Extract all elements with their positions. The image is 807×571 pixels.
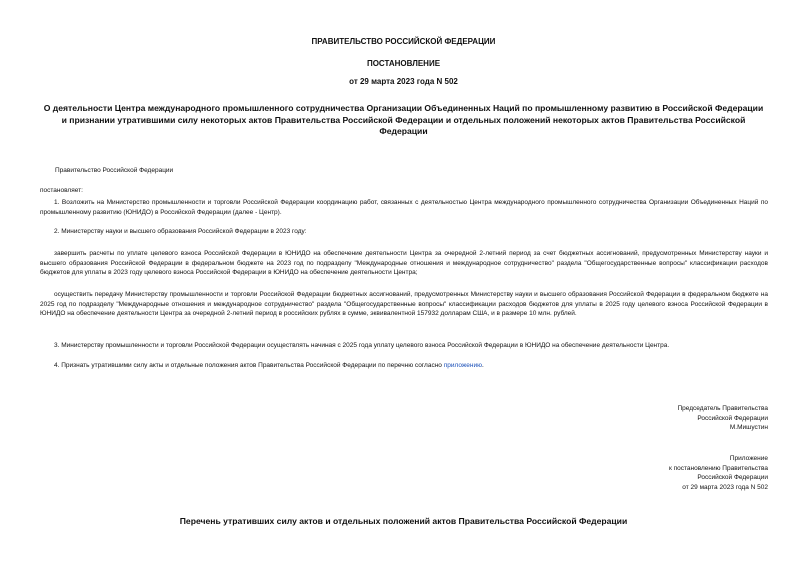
signature-block xyxy=(677,404,768,433)
preamble: Правительство Российской Федерации xyxy=(55,167,174,174)
document-type: ПОСТАНОВЛЕНИЕ xyxy=(366,59,441,68)
paragraph-4 xyxy=(40,361,768,371)
decrees-word: постановляет: xyxy=(40,187,83,194)
document-title: О деятельности Центра международного промышленного сотрудничества Организации Объединенных Наций по промышленному развитию в Российской Федерации и признании утратившими силу некоторых актов Правительства Российской Федерации и отдельных положений некоторых актов Правительства Российской Федерации xyxy=(43,103,764,136)
paragraph-4-end: . xyxy=(481,362,484,369)
appendix-link[interactable]: приложению xyxy=(443,362,482,369)
paragraph-1: 1. Возложить на Министерство промышленности и торговли Российской Федерации координацию работ, связанных с деятельностью Центра международного промышленного сотрудничества Организации Объединенных Наций по промышленному развитию (ЮНИДО) в Российской Федерации (далее - Центр). xyxy=(40,199,768,216)
appendix-country: Российской Федерации xyxy=(697,474,768,482)
paragraph-2: 2. Министерству науки и высшего образования Российской Федерации в 2023 году: xyxy=(54,228,307,235)
signature-country: Российской Федерации xyxy=(697,414,768,422)
appendix-header xyxy=(669,454,768,493)
signature-name: М.Мишустин xyxy=(729,424,768,432)
document-date-number: от 29 марта 2023 года N 502 xyxy=(349,77,458,86)
appendix-list-title: Перечень утративших силу актов и отдельных положений актов Правительства Российской Федерации xyxy=(179,516,628,526)
paragraph-2b: осуществить передачу Министерству промышленности и торговли Российской Федерации бюджетных ассигнований, предусмотренных Министерству науки и высшего образования Российской Федерации в федеральном бюджете на 2025 год по подразделу "Международные отношения и международное сотрудничество" раздела "Общегосударственные вопросы" классификации расходов бюджетов для уплаты в 2025 году целевого взноса Российской Федерации в ЮНИДО на обеспечение деятельности Центра за очередной 2-летний период в российских рублях в сумме, эквивалентной 157932 долларам США, и в размере 10 млн. рублей. xyxy=(40,291,768,318)
appendix-label: Приложение xyxy=(729,455,768,462)
paragraph-4-text: 4. Признать утратившими силу акты и отдельные положения актов Правительства Российской Федерации по перечню согласно xyxy=(54,362,444,369)
appendix-date: от 29 марта 2023 года N 502 xyxy=(682,484,768,492)
appendix-ref: к постановлению Правительства xyxy=(668,464,768,472)
paragraph-2a: завершить расчеты по уплате целевого взноса Российской Федерации в ЮНИДО на обеспечение деятельности Центра за очередной 2-летний период за счет бюджетных ассигнований, предусмотренных Министерству науки и высшего образования Российской Федерации в федеральном бюджете на 2023 год по подразделу "Международные отношения и международное сотрудничество" раздела "Общегосударственные вопросы" классификации расходов бюджетов для уплаты в 2023 году целевого взноса Российской Федерации в ЮНИДО на обеспечение деятельности Центра; xyxy=(40,250,768,277)
signature-position: Председатель Правительства xyxy=(677,405,768,412)
issuing-authority: ПРАВИТЕЛЬСТВО РОССИЙСКОЙ ФЕДЕРАЦИИ xyxy=(311,37,496,46)
paragraph-3: 3. Министерству промышленности и торговли Российской Федерации осуществлять начиная с 2025 года уплату целевого взноса Российской Федерации в ЮНИДО на обеспечение деятельности Центра. xyxy=(54,342,670,349)
